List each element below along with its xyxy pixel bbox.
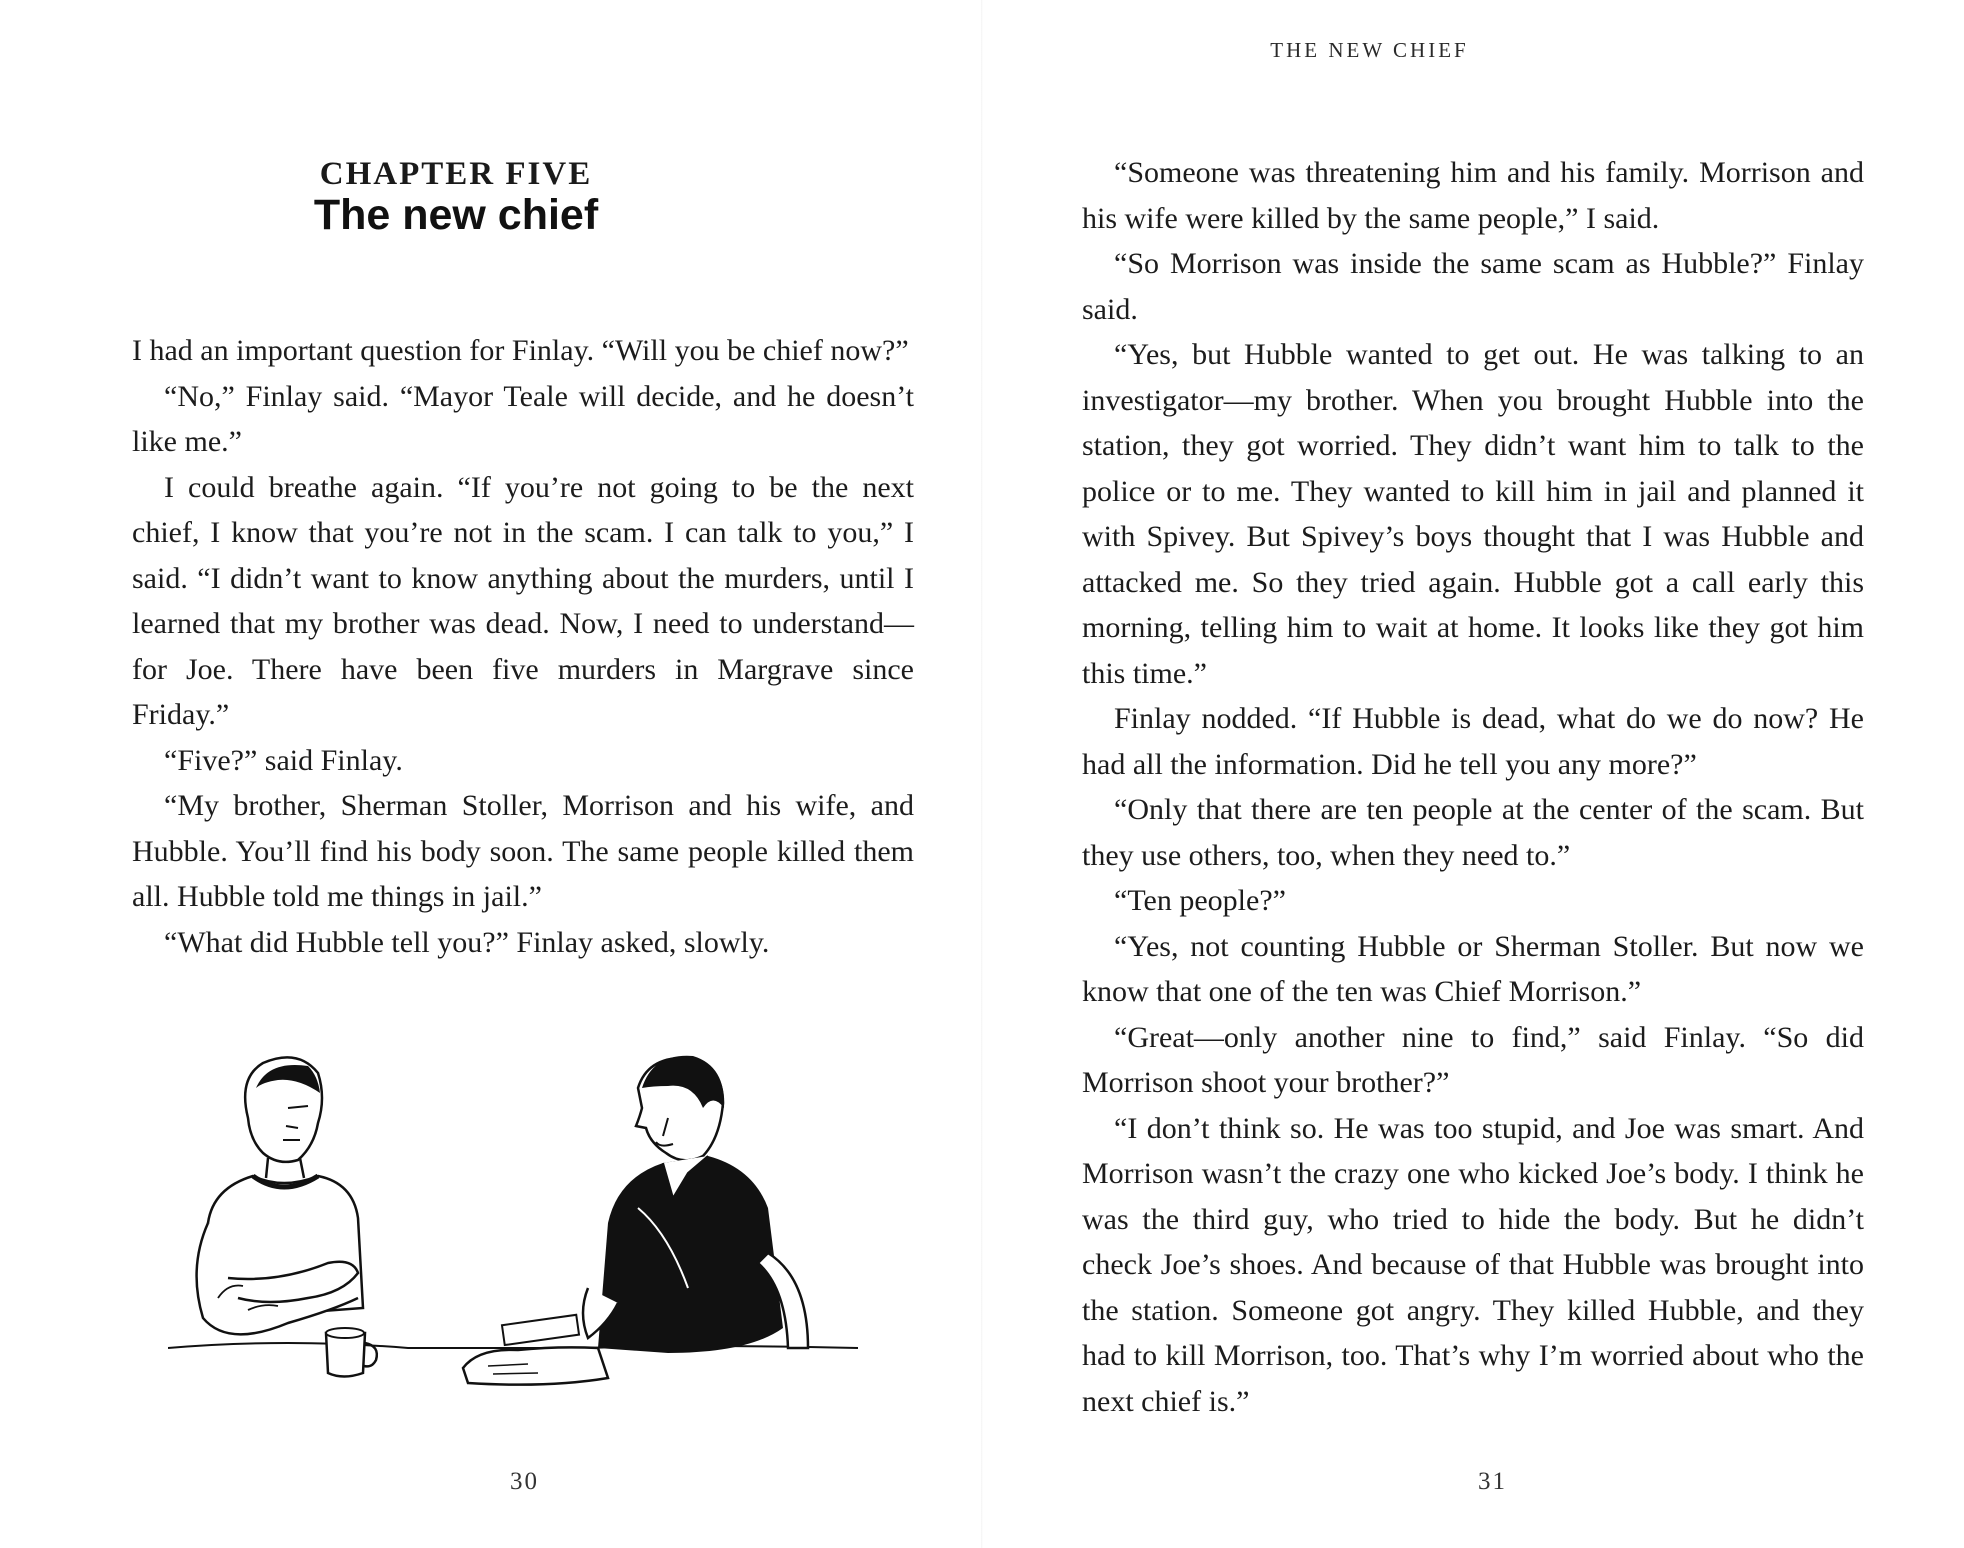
right-body-text xyxy=(1082,150,1864,1424)
paragraph: I could breathe again. “If you’re not going to be the next chief, I know that you’re not in the scam. I can talk to you,” I said. “I didn’t want to know anything about the murders, until I learned that my brother was dead. Now, I need to understand—for Joe. There have been five murders in Margrave since Friday.” xyxy=(132,470,914,731)
chapter-title: The new chief xyxy=(313,191,599,239)
paragraph: “Yes, not counting Hubble or Sherman Stoller. But now we know that one of the ten was Chief Morrison.” xyxy=(1082,929,1864,1008)
paragraph: “Yes, but Hubble wanted to get out. He was talking to an investigator—my brother. When you brought Hubble into the station, they got worried. They didn’t want him to talk to the police or to me. They wanted to kill him in jail and planned it with Spivey. But Spivey’s boys thought that I was Hubble and attacked me. So they tried again. Hubble got a call early this morning, telling him to wait at home. It looks like they got him this time.” xyxy=(1082,338,1864,690)
paragraph: “I don’t think so. He was too stupid, and Joe was smart. And Morrison wasn’t the crazy one who kicked Joe’s body. I think he was the third guy, who tried to hide the body. But he didn’t check Joe’s shoes. And because of that Hubble was brought into the station. Someone got angry. They killed Hubble, and they had to kill Morrison, too. That’s why I’m worried about who the next chief is.” xyxy=(1082,1111,1864,1418)
left-body-text xyxy=(132,328,914,965)
chapter-label: CHAPTER FIVE xyxy=(319,156,593,192)
paragraph: “So Morrison was inside the same scam as Hubble?” Finlay said. xyxy=(1082,247,1864,326)
paragraph: “Five?” said Finlay. xyxy=(164,743,403,777)
page-number-left: 30 xyxy=(510,1468,539,1495)
paragraph: “My brother, Sherman Stoller, Morrison and his wife, and Hubble. You’ll find his body soon. The same people killed them all. Hubble told me things in jail.” xyxy=(132,789,914,913)
paragraph: “Someone was threatening him and his family. Morrison and his wife were killed by the same people,” I said. xyxy=(1082,156,1864,235)
right-page xyxy=(982,0,1964,1548)
paragraph: “Only that there are ten people at the center of the scam. But they use others, too, when they need to.” xyxy=(1082,793,1864,872)
paragraph: “What did Hubble tell you?” Finlay asked, slowly. xyxy=(164,925,770,959)
paragraph: Finlay nodded. “If Hubble is dead, what do we do now? He had all the information. Did he tell you any more?” xyxy=(1082,702,1864,781)
paragraph: “No,” Finlay said. “Mayor Teale will decide, and he doesn’t like me.” xyxy=(132,379,914,458)
page-number-right: 31 xyxy=(1478,1468,1507,1495)
paragraph: I had an important question for Finlay. “Will you be chief now?” xyxy=(132,334,909,367)
two-men-at-table-illustration xyxy=(168,1048,858,1388)
running-head: THE NEW CHIEF xyxy=(1270,38,1469,62)
paragraph: “Great—only another nine to find,” said Finlay. “So did Morrison shoot your brother?” xyxy=(1082,1020,1864,1099)
paragraph: “Ten people?” xyxy=(1114,884,1286,917)
